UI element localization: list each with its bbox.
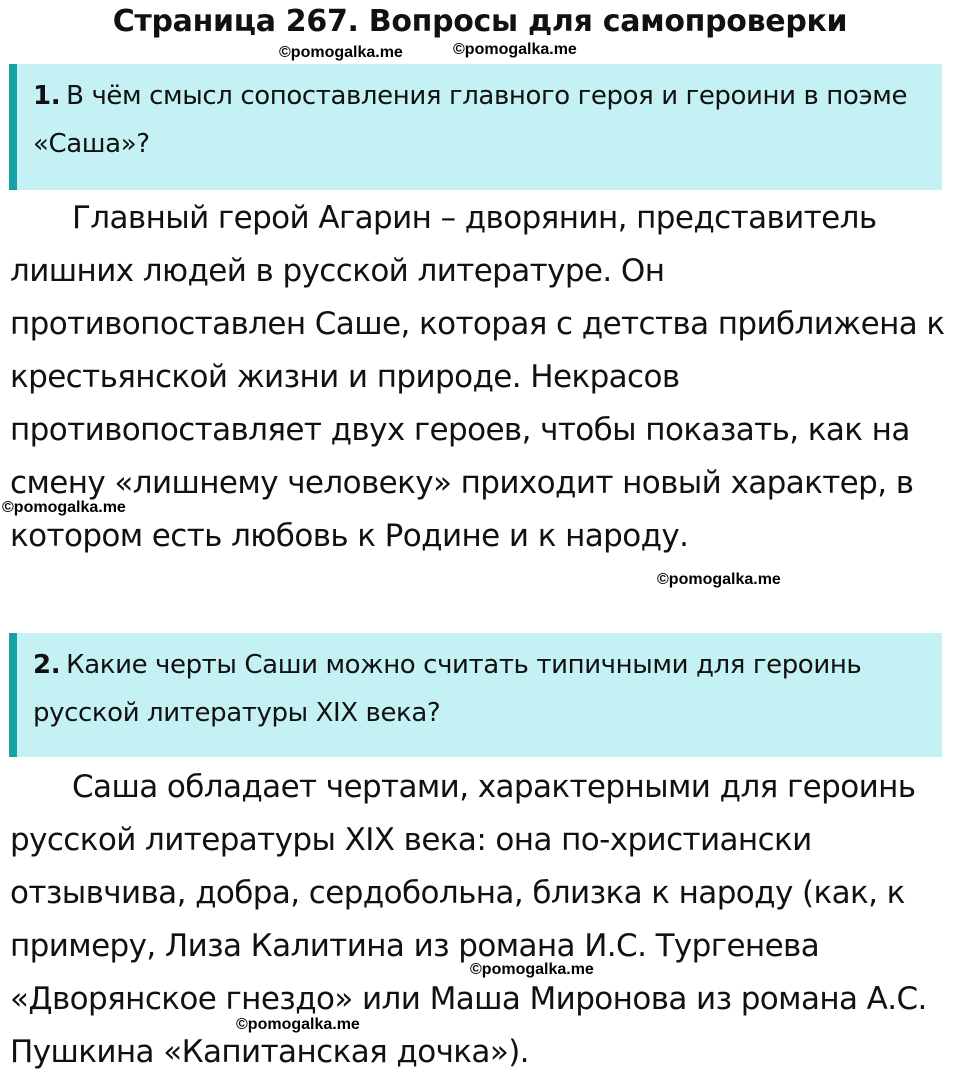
watermark: ©pomogalka.me	[470, 961, 594, 978]
question-number: 1.	[33, 81, 61, 111]
page-title: Страница 267. Вопросы для самопроверки	[112, 4, 848, 39]
question-block-2	[9, 633, 942, 757]
answer-paragraph-1: Главный герой Агарин – дворянин, представитель лишних людей в русской литературе. Он противопоставлен Саше, которая с детства приближена к крестьянской жизни и природе. Некрасов противопоставляет двух героев, чтобы показать, как на смену «лишнему человеку» приходит новый характер, в котором есть любовь к Родине и к народу.	[10, 200, 945, 554]
question-body: В чём смысл сопоставления главного героя и героини в поэме «Саша»?	[33, 81, 908, 159]
watermark: ©pomogalka.me	[236, 1016, 360, 1033]
question-block-1	[9, 64, 942, 190]
watermark: ©pomogalka.me	[279, 44, 403, 61]
answer-paragraph-2: Саша обладает чертами, характерными для героинь русской литературы XIX века: она по-христиански отзывчива, добра, сердобольна, близка к народу (как, к примеру, Лиза Калитина из романа И.С. Тургенева «Дворянское гнездо» или Маша Миронова из романа А.С. Пушкина «Капитанская дочка»).	[10, 769, 927, 1070]
watermark: ©pomogalka.me	[2, 499, 126, 516]
watermark: ©pomogalka.me	[657, 571, 781, 588]
question-number: 2.	[33, 650, 61, 680]
question-text	[33, 72, 932, 168]
watermark: ©pomogalka.me	[453, 41, 577, 58]
question-body: Какие черты Саши можно считать типичными для героинь русской литературы XIX века?	[33, 650, 862, 728]
question-text	[33, 641, 932, 737]
